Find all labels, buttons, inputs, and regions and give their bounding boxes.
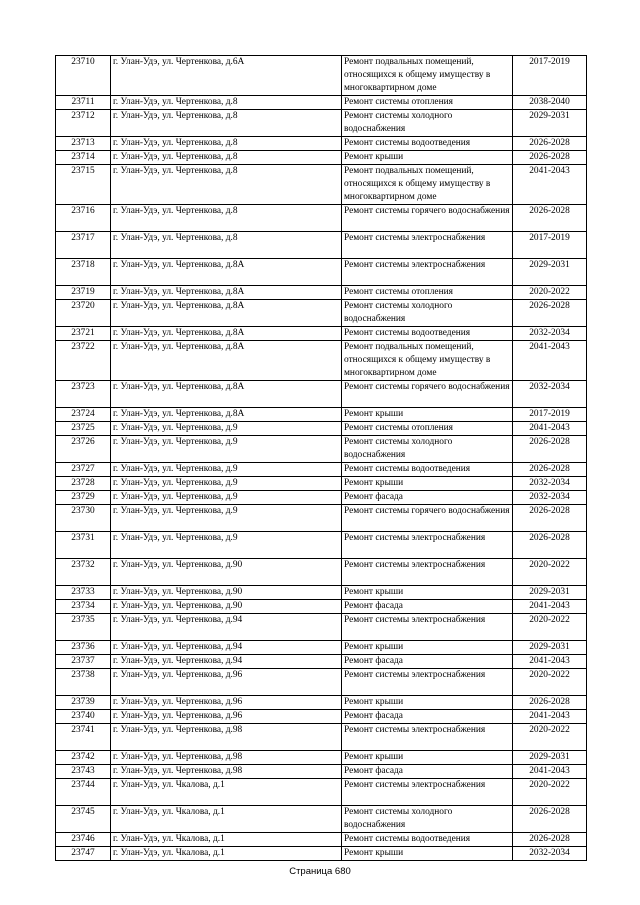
- address-cell: г. Улан-Удэ, ул. Чертенкова, д.8: [111, 137, 342, 151]
- work-type-cell: Ремонт системы электроснабжения: [342, 559, 513, 586]
- row-number-cell: 23746: [56, 833, 111, 847]
- table-row: [56, 151, 587, 165]
- row-number-cell: 23716: [56, 205, 111, 232]
- row-number-cell: 23728: [56, 477, 111, 491]
- address-cell: г. Улан-Удэ, ул. Чертенкова, д.8: [111, 165, 342, 205]
- table-row: [56, 110, 587, 137]
- period-cell: 2032-2034: [513, 381, 587, 408]
- address-cell: г. Улан-Удэ, ул. Чертенкова, д.9: [111, 505, 342, 532]
- row-number-cell: 23721: [56, 327, 111, 341]
- period-cell: 2026-2028: [513, 137, 587, 151]
- address-cell: г. Улан-Удэ, ул. Чертенкова, д.8А: [111, 341, 342, 381]
- period-cell: 2032-2034: [513, 477, 587, 491]
- table-row: [56, 505, 587, 532]
- row-number-cell: 23714: [56, 151, 111, 165]
- period-cell: 2017-2019: [513, 408, 587, 422]
- work-type-cell: Ремонт подвальных помещений, относящихся к общему имуществу в многоквартирном доме: [342, 165, 513, 205]
- address-cell: г. Улан-Удэ, ул. Чертенкова, д.96: [111, 710, 342, 724]
- row-number-cell: 23719: [56, 286, 111, 300]
- work-type-cell: Ремонт подвальных помещений, относящихся к общему имуществу в многоквартирном доме: [342, 56, 513, 96]
- period-cell: 2041-2043: [513, 600, 587, 614]
- work-type-cell: Ремонт системы холодного водоснабжения: [342, 110, 513, 137]
- row-number-cell: 23715: [56, 165, 111, 205]
- period-cell: 2032-2034: [513, 327, 587, 341]
- work-type-cell: Ремонт крыши: [342, 751, 513, 765]
- address-cell: г. Улан-Удэ, ул. Чертенкова, д.8А: [111, 286, 342, 300]
- address-cell: г. Улан-Удэ, ул. Чертенкова, д.94: [111, 641, 342, 655]
- capital-repair-table: [55, 55, 587, 861]
- address-cell: г. Улан-Удэ, ул. Чертенкова, д.9: [111, 463, 342, 477]
- table-row: [56, 381, 587, 408]
- row-number-cell: 23747: [56, 847, 111, 861]
- address-cell: г. Улан-Удэ, ул. Чертенкова, д.8: [111, 96, 342, 110]
- table-row: [56, 341, 587, 381]
- work-type-cell: Ремонт фасада: [342, 491, 513, 505]
- address-cell: г. Улан-Удэ, ул. Чкалова, д.1: [111, 833, 342, 847]
- period-cell: 2026-2028: [513, 833, 587, 847]
- row-number-cell: 23741: [56, 724, 111, 751]
- period-cell: 2029-2031: [513, 586, 587, 600]
- table-row: [56, 655, 587, 669]
- row-number-cell: 23710: [56, 56, 111, 96]
- table-row: [56, 259, 587, 286]
- period-cell: 2020-2022: [513, 614, 587, 641]
- row-number-cell: 23717: [56, 232, 111, 259]
- page-number: Страница 680: [289, 866, 351, 877]
- row-number-cell: 23743: [56, 765, 111, 779]
- address-cell: г. Улан-Удэ, ул. Чкалова, д.1: [111, 806, 342, 833]
- work-type-cell: Ремонт крыши: [342, 477, 513, 491]
- row-number-cell: 23713: [56, 137, 111, 151]
- address-cell: г. Улан-Удэ, ул. Чкалова, д.1: [111, 779, 342, 806]
- table-row: [56, 724, 587, 751]
- address-cell: г. Улан-Удэ, ул. Чертенкова, д.9: [111, 491, 342, 505]
- address-cell: г. Улан-Удэ, ул. Чертенкова, д.8: [111, 205, 342, 232]
- table-row: [56, 300, 587, 327]
- period-cell: 2020-2022: [513, 779, 587, 806]
- work-type-cell: Ремонт системы отопления: [342, 286, 513, 300]
- table-row: [56, 327, 587, 341]
- address-cell: г. Улан-Удэ, ул. Чертенкова, д.98: [111, 724, 342, 751]
- work-type-cell: Ремонт системы холодного водоснабжения: [342, 300, 513, 327]
- work-type-cell: Ремонт системы водоотведения: [342, 137, 513, 151]
- period-cell: 2032-2034: [513, 847, 587, 861]
- work-type-cell: Ремонт системы горячего водоснабжения: [342, 505, 513, 532]
- table-row: [56, 463, 587, 477]
- period-cell: 2026-2028: [513, 696, 587, 710]
- table-row: [56, 614, 587, 641]
- table-row: [56, 751, 587, 765]
- row-number-cell: 23711: [56, 96, 111, 110]
- table-row: [56, 641, 587, 655]
- row-number-cell: 23733: [56, 586, 111, 600]
- work-type-cell: Ремонт системы горячего водоснабжения: [342, 205, 513, 232]
- address-cell: г. Улан-Удэ, ул. Чертенкова, д.8: [111, 232, 342, 259]
- row-number-cell: 23745: [56, 806, 111, 833]
- period-cell: 2017-2019: [513, 56, 587, 96]
- work-type-cell: Ремонт подвальных помещений, относящихся к общему имуществу в многоквартирном доме: [342, 341, 513, 381]
- work-type-cell: Ремонт системы отопления: [342, 422, 513, 436]
- work-type-cell: Ремонт системы горячего водоснабжения: [342, 381, 513, 408]
- table-row: [56, 286, 587, 300]
- address-cell: г. Улан-Удэ, ул. Чертенкова, д.8А: [111, 259, 342, 286]
- table-row: [56, 96, 587, 110]
- address-cell: г. Улан-Удэ, ул. Чертенкова, д.9: [111, 422, 342, 436]
- work-type-cell: Ремонт крыши: [342, 151, 513, 165]
- address-cell: г. Улан-Удэ, ул. Чертенкова, д.9: [111, 532, 342, 559]
- period-cell: 2020-2022: [513, 286, 587, 300]
- table-row: [56, 806, 587, 833]
- table-row: [56, 56, 587, 96]
- row-number-cell: 23725: [56, 422, 111, 436]
- work-type-cell: Ремонт системы отопления: [342, 96, 513, 110]
- row-number-cell: 23718: [56, 259, 111, 286]
- table-row: [56, 765, 587, 779]
- row-number-cell: 23744: [56, 779, 111, 806]
- address-cell: г. Улан-Удэ, ул. Чертенкова, д.98: [111, 765, 342, 779]
- address-cell: г. Улан-Удэ, ул. Чертенкова, д.8А: [111, 327, 342, 341]
- address-cell: г. Улан-Удэ, ул. Чертенкова, д.8А: [111, 300, 342, 327]
- period-cell: 2017-2019: [513, 232, 587, 259]
- period-cell: 2026-2028: [513, 300, 587, 327]
- row-number-cell: 23724: [56, 408, 111, 422]
- table-row: [56, 847, 587, 861]
- row-number-cell: 23712: [56, 110, 111, 137]
- address-cell: г. Улан-Удэ, ул. Чкалова, д.1: [111, 847, 342, 861]
- work-type-cell: Ремонт крыши: [342, 641, 513, 655]
- address-cell: г. Улан-Удэ, ул. Чертенкова, д.9: [111, 477, 342, 491]
- row-number-cell: 23737: [56, 655, 111, 669]
- row-number-cell: 23742: [56, 751, 111, 765]
- address-cell: г. Улан-Удэ, ул. Чертенкова, д.8А: [111, 381, 342, 408]
- work-type-cell: Ремонт системы холодного водоснабжения: [342, 806, 513, 833]
- period-cell: 2026-2028: [513, 505, 587, 532]
- row-number-cell: 23735: [56, 614, 111, 641]
- table-row: [56, 165, 587, 205]
- address-cell: г. Улан-Удэ, ул. Чертенкова, д.90: [111, 586, 342, 600]
- row-number-cell: 23734: [56, 600, 111, 614]
- work-type-cell: Ремонт системы электроснабжения: [342, 614, 513, 641]
- period-cell: 2026-2028: [513, 436, 587, 463]
- address-cell: г. Улан-Удэ, ул. Чертенкова, д.94: [111, 655, 342, 669]
- address-cell: г. Улан-Удэ, ул. Чертенкова, д.8А: [111, 408, 342, 422]
- row-number-cell: 23723: [56, 381, 111, 408]
- row-number-cell: 23727: [56, 463, 111, 477]
- work-type-cell: Ремонт системы электроснабжения: [342, 532, 513, 559]
- row-number-cell: 23729: [56, 491, 111, 505]
- work-type-cell: Ремонт системы электроснабжения: [342, 259, 513, 286]
- table-row: [56, 779, 587, 806]
- period-cell: 2026-2028: [513, 532, 587, 559]
- table-row: [56, 232, 587, 259]
- row-number-cell: 23738: [56, 669, 111, 696]
- work-type-cell: Ремонт крыши: [342, 847, 513, 861]
- address-cell: г. Улан-Удэ, ул. Чертенкова, д.96: [111, 696, 342, 710]
- table-row: [56, 669, 587, 696]
- period-cell: 2029-2031: [513, 641, 587, 655]
- row-number-cell: 23736: [56, 641, 111, 655]
- period-cell: 2026-2028: [513, 806, 587, 833]
- period-cell: 2041-2043: [513, 710, 587, 724]
- row-number-cell: 23726: [56, 436, 111, 463]
- work-type-cell: Ремонт фасада: [342, 600, 513, 614]
- row-number-cell: 23740: [56, 710, 111, 724]
- work-type-cell: Ремонт крыши: [342, 586, 513, 600]
- period-cell: 2020-2022: [513, 724, 587, 751]
- period-cell: 2026-2028: [513, 151, 587, 165]
- period-cell: 2029-2031: [513, 110, 587, 137]
- period-cell: 2029-2031: [513, 259, 587, 286]
- address-cell: г. Улан-Удэ, ул. Чертенкова, д.8: [111, 110, 342, 137]
- address-cell: г. Улан-Удэ, ул. Чертенкова, д.9: [111, 436, 342, 463]
- work-type-cell: Ремонт фасада: [342, 765, 513, 779]
- work-type-cell: Ремонт системы холодного водоснабжения: [342, 436, 513, 463]
- work-type-cell: Ремонт системы водоотведения: [342, 833, 513, 847]
- work-type-cell: Ремонт системы водоотведения: [342, 327, 513, 341]
- row-number-cell: 23722: [56, 341, 111, 381]
- table-row: [56, 137, 587, 151]
- period-cell: 2020-2022: [513, 669, 587, 696]
- work-type-cell: Ремонт системы электроснабжения: [342, 779, 513, 806]
- period-cell: 2029-2031: [513, 751, 587, 765]
- period-cell: 2020-2022: [513, 559, 587, 586]
- row-number-cell: 23732: [56, 559, 111, 586]
- table-row: [56, 205, 587, 232]
- row-number-cell: 23731: [56, 532, 111, 559]
- table-row: [56, 559, 587, 586]
- table-row: [56, 491, 587, 505]
- row-number-cell: 23720: [56, 300, 111, 327]
- table-row: [56, 833, 587, 847]
- address-cell: г. Улан-Удэ, ул. Чертенкова, д.94: [111, 614, 342, 641]
- work-type-cell: Ремонт системы электроснабжения: [342, 232, 513, 259]
- period-cell: 2026-2028: [513, 205, 587, 232]
- table-row: [56, 696, 587, 710]
- period-cell: 2041-2043: [513, 422, 587, 436]
- address-cell: г. Улан-Удэ, ул. Чертенкова, д.90: [111, 559, 342, 586]
- period-cell: 2041-2043: [513, 165, 587, 205]
- period-cell: 2032-2034: [513, 491, 587, 505]
- work-type-cell: Ремонт системы электроснабжения: [342, 724, 513, 751]
- period-cell: 2026-2028: [513, 463, 587, 477]
- table-row: [56, 600, 587, 614]
- work-type-cell: Ремонт фасада: [342, 710, 513, 724]
- address-cell: г. Улан-Удэ, ул. Чертенкова, д.96: [111, 669, 342, 696]
- period-cell: 2041-2043: [513, 341, 587, 381]
- table-row: [56, 436, 587, 463]
- address-cell: г. Улан-Удэ, ул. Чертенкова, д.6А: [111, 56, 342, 96]
- table-row: [56, 586, 587, 600]
- table-row: [56, 477, 587, 491]
- work-type-cell: Ремонт фасада: [342, 655, 513, 669]
- work-type-cell: Ремонт системы водоотведения: [342, 463, 513, 477]
- table-row: [56, 532, 587, 559]
- address-cell: г. Улан-Удэ, ул. Чертенкова, д.8: [111, 151, 342, 165]
- period-cell: 2038-2040: [513, 96, 587, 110]
- table-row: [56, 710, 587, 724]
- row-number-cell: 23730: [56, 505, 111, 532]
- period-cell: 2041-2043: [513, 655, 587, 669]
- work-type-cell: Ремонт крыши: [342, 696, 513, 710]
- work-type-cell: Ремонт крыши: [342, 408, 513, 422]
- address-cell: г. Улан-Удэ, ул. Чертенкова, д.90: [111, 600, 342, 614]
- table-row: [56, 422, 587, 436]
- address-cell: г. Улан-Удэ, ул. Чертенкова, д.98: [111, 751, 342, 765]
- period-cell: 2041-2043: [513, 765, 587, 779]
- table-body: [56, 56, 587, 861]
- row-number-cell: 23739: [56, 696, 111, 710]
- work-type-cell: Ремонт системы электроснабжения: [342, 669, 513, 696]
- table-row: [56, 408, 587, 422]
